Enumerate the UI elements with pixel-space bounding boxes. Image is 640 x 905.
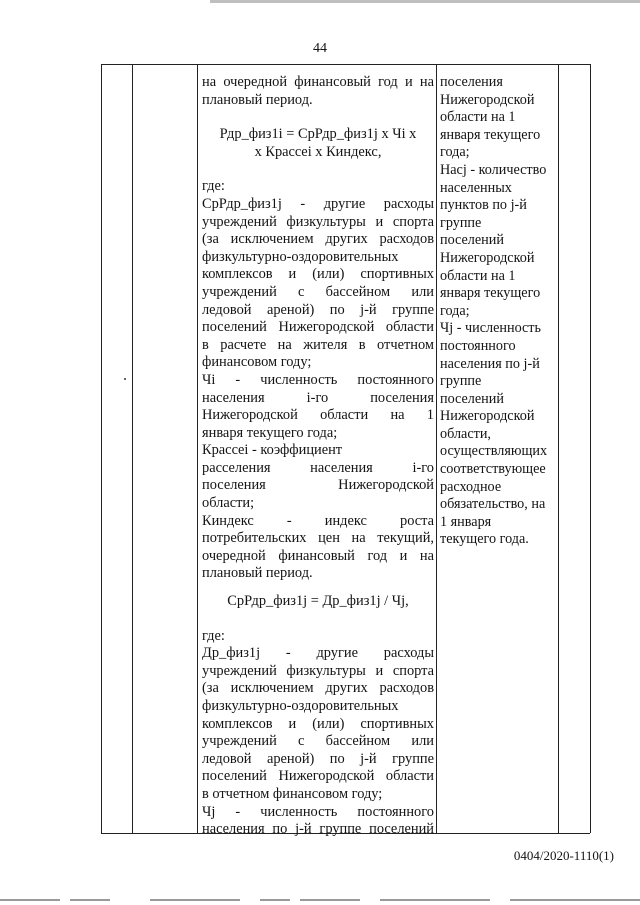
text-line: ледовой ареной) по j-й группе	[202, 301, 434, 318]
text-line: комплексов и (или) спортивных	[202, 715, 434, 732]
text-line: потребительских цен на текущий,	[202, 530, 434, 547]
text-line: поселений	[440, 232, 504, 249]
table-top-border	[101, 64, 590, 65]
table-col-divider	[590, 64, 591, 833]
text-line: СрРдр_физ1j - другие расходы	[202, 195, 434, 212]
text-line: года;	[440, 144, 470, 161]
text-line: Киндекс - индекс роста	[202, 512, 434, 529]
text-line: финансовом году;	[202, 354, 312, 371]
table-col-divider	[558, 64, 559, 833]
text-line: физкультурно-оздоровительных	[202, 248, 399, 265]
text-line: поселений Нижегородской области	[202, 319, 434, 336]
definitions-cell	[440, 74, 556, 549]
text-line: пунктов по j-й	[440, 197, 527, 214]
table-col-divider	[197, 64, 198, 833]
text-line: физкультурно-оздоровительных	[202, 698, 399, 714]
text-line: в расчете на жителя в отчетном	[202, 336, 434, 353]
text-line: учреждений с бассейном или	[202, 733, 434, 750]
text-line: расходное	[440, 478, 502, 495]
text-line: постоянного	[440, 337, 516, 354]
text-line: поселений	[440, 390, 504, 407]
formula-line: СрРдр_физ1j = Др_физ1j / Чj,	[227, 593, 409, 610]
text-line: комплексов и (или) спортивных	[202, 266, 434, 283]
text-line: области,	[440, 425, 491, 442]
text-line: осуществляющих	[440, 443, 548, 460]
text-line: Нижегородской	[440, 91, 535, 108]
text-line: обязательство, на	[440, 496, 546, 513]
text-line: (за исключением других расходов	[202, 680, 434, 697]
scan-edge-bottom	[0, 899, 640, 905]
text-line: соответствующее	[440, 461, 546, 478]
text-line: января текущего года;	[202, 424, 338, 441]
text-line: Нижегородской	[440, 408, 535, 425]
text-line: области на 1	[440, 109, 516, 126]
text-line: населения по j-й	[440, 355, 540, 372]
text-line: поселения Нижегородской	[202, 477, 434, 494]
text-line: плановый период.	[202, 565, 313, 582]
scan-edge-top	[210, 0, 640, 3]
text-line: Нижегородской	[440, 249, 535, 266]
text-line: года;	[440, 302, 470, 319]
text-line: населения i-го поселения	[202, 389, 434, 406]
text-line: Чj - численность постоянного	[202, 803, 434, 820]
text-line: (за исключением других расходов	[202, 231, 434, 248]
text-line: Насj - количество	[440, 161, 547, 178]
text-line: населенных	[440, 179, 512, 196]
page-number: 44	[313, 41, 327, 56]
where-label: где:	[202, 178, 225, 195]
text-line: поселений Нижегородской области	[202, 768, 434, 785]
text-line: Чj - численность	[440, 320, 541, 337]
text-line: Кpaccеi - коэффициент	[202, 442, 343, 459]
table-col-divider	[436, 64, 437, 833]
text-line: учреждений физкультуры и спорта	[202, 213, 434, 230]
formula-line: Рдр_физ1i = СрРдр_физ1j х Чi х	[219, 126, 417, 143]
text-line: на очередной финансовый год и на	[202, 74, 434, 90]
text-line: населения по j-й группе поселений	[202, 821, 434, 838]
method-text-cell	[202, 74, 434, 839]
text-line: текущего года.	[440, 531, 529, 548]
text-line: учреждений с бассейном или	[202, 283, 434, 300]
text-line: Нижегородской области на 1	[202, 407, 434, 424]
text-line: области на 1	[440, 267, 516, 284]
text-line: очередной финансовый год и на	[202, 547, 434, 564]
text-line: группе	[440, 373, 482, 390]
text-line: плановый период.	[202, 91, 313, 108]
text-line: расселения населения i-го	[202, 459, 434, 476]
formula-line: х Кpaccеi х Киндекс,	[254, 143, 382, 160]
scan-mark	[124, 378, 126, 380]
text-line: 1 января	[440, 513, 492, 530]
text-line: января текущего	[440, 126, 541, 143]
text-line: области;	[202, 495, 255, 512]
text-line: января текущего	[440, 285, 541, 302]
text-line: группе	[440, 214, 482, 231]
text-line: ледовой ареной) по j-й группе	[202, 750, 434, 767]
document-code: 0404/2020-1110(1)	[513, 848, 614, 863]
table-col-divider	[132, 64, 133, 833]
text-line: учреждений физкультуры и спорта	[202, 662, 434, 679]
text-line: Чi - численность постоянного	[202, 371, 434, 388]
text-line: Др_физ1j - другие расходы	[202, 645, 434, 662]
text-line: в отчетном финансовом году;	[202, 785, 383, 802]
text-line: поселения	[440, 74, 503, 90]
where-label: где:	[202, 627, 225, 644]
table-col-divider	[101, 64, 102, 833]
